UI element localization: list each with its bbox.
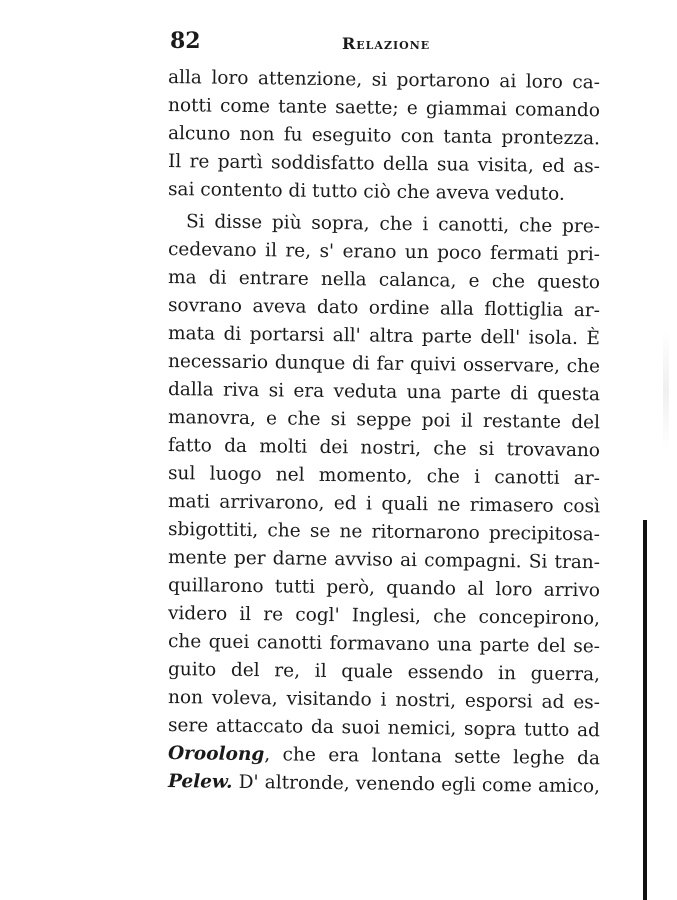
text-line: Il re partì soddisfatto della sua visita, ed as- — [167, 151, 601, 178]
binding-edge — [643, 520, 647, 900]
text-line: sbigottiti, che se ne ritornarono precipitosa- — [167, 519, 601, 546]
paper-shadow — [663, 330, 669, 450]
text-line: videro il re cogl' Inglesi, che concepirono, — [167, 603, 601, 630]
text-line: guito del re, il quale essendo in guerra, — [167, 659, 601, 686]
text-line: fatto da molti dei nostri, che si trovavano — [167, 435, 601, 462]
text-line: sovrano aveva dato ordine alla flottiglia ar- — [167, 295, 601, 322]
text-fragment: D' altronde, venendo egli come amico, — [232, 771, 601, 798]
text-line: non voleva, visitando i nostri, esporsi ad es- — [167, 687, 601, 714]
text-line: ma di entrare nella calanca, e che questo — [167, 267, 601, 294]
text-line: necessario dunque di far quivi osservare, che — [167, 351, 601, 378]
text-line: mente per darne avviso ai compagni. Si tran- — [167, 547, 601, 574]
text-line: alcuno non fu eseguito con tanta prontezza. — [167, 123, 601, 150]
text-line: che quei canotti formavano una parte del se- — [167, 631, 601, 658]
text-line: sere attaccato da suoi nemici, sopra tutto ad — [167, 715, 601, 742]
text-line: sul luogo nel momento, che i canotti ar- — [167, 463, 601, 490]
page-header — [170, 28, 600, 58]
text-line: mati arrivarono, ed i quali ne rimasero così — [167, 491, 601, 518]
body-text — [168, 64, 600, 796]
page-number: 82 — [170, 28, 201, 54]
text-line-pelew — [168, 768, 600, 801]
running-head: Relazione — [342, 34, 431, 53]
text-line: alla loro attenzione, si portarono ai loro ca- — [167, 67, 601, 94]
text-fragment: , che era lontana sette leghe da — [264, 744, 601, 770]
text-line: notti come tante saette; e giammai comando — [167, 95, 601, 122]
text-line: sai contento di tutto ciò che aveva veduto. — [167, 179, 565, 205]
text-line: dalla riva si era veduta una parte di questa — [167, 379, 601, 406]
place-name-oroolong: Oroolong — [167, 743, 265, 766]
place-name-pelew: Pelew. — [167, 771, 233, 793]
text-line: manovra, e che si seppe poi il restante del — [167, 407, 601, 434]
text-line: cedevano il re, s' erano un poco fermati pri- — [167, 239, 601, 266]
text-line: mata di portarsi all' altra parte dell' isola. È — [167, 323, 601, 350]
text-line: Si disse più sopra, che i canotti, che pre- — [185, 211, 601, 238]
text-line: quillarono tutti però, quando al loro arrivo — [167, 575, 601, 602]
